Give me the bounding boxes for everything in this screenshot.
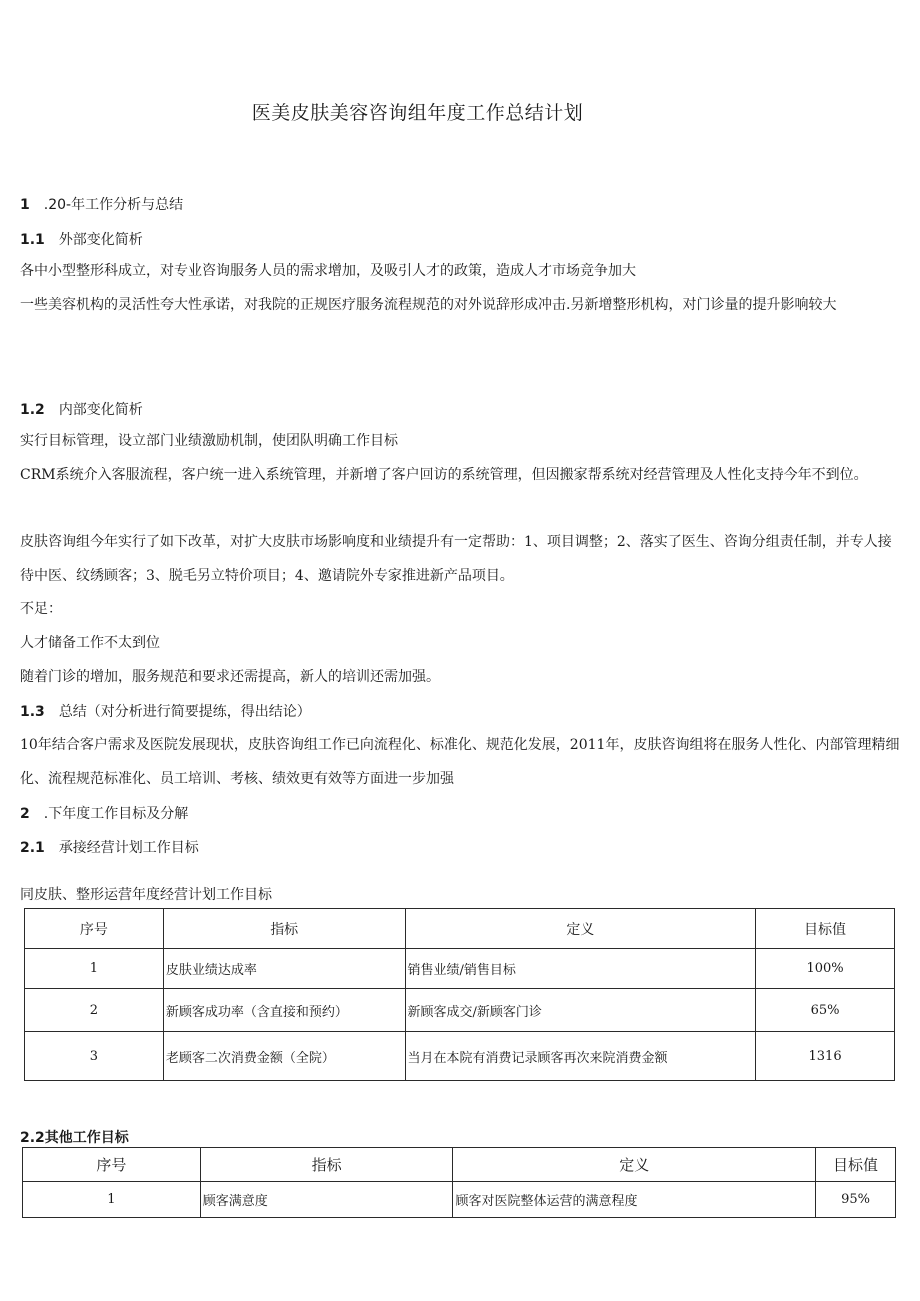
header-cell: 目标值 bbox=[816, 1148, 896, 1182]
table-cell: 新顾客成功率（含直接和预约） bbox=[163, 989, 405, 1032]
table-cell: 2 bbox=[25, 989, 164, 1032]
paragraph: 皮肤咨询组今年实行了如下改革，对扩大皮肤市场影响度和业绩提升有一定帮助：1、项目调整；2、落实了医生、咨询分组责任制，并专人接待中医、纹绣顾客；3、脱毛另立特价项目；4、邀请院外专家推进新产品项目。 bbox=[20, 534, 892, 584]
header-cell: 序号 bbox=[23, 1148, 201, 1182]
table-cell: 95% bbox=[816, 1182, 896, 1218]
header-cell: 定义 bbox=[453, 1148, 816, 1182]
document-title: 医美皮肤美容咨询组年度工作总结计划 bbox=[251, 102, 584, 124]
section-label: 承接经营计划工作目标 bbox=[58, 840, 199, 856]
table-cell: 老顾客二次消费金额（全院） bbox=[163, 1032, 405, 1081]
table-cell: 1 bbox=[25, 949, 164, 989]
section-1-3-heading bbox=[20, 701, 311, 721]
table-cell: 1316 bbox=[756, 1032, 895, 1081]
table-row bbox=[25, 1032, 895, 1081]
table-cell: 65% bbox=[756, 989, 895, 1032]
header-cell: 定义 bbox=[405, 909, 756, 949]
header-cell: 目标值 bbox=[756, 909, 895, 949]
paragraph: CRM系统介入客服流程，客户统一进入系统管理，并新增了客户回访的系统管理，但因搬家帮系统对经营管理及人性化支持今年不到位。 bbox=[20, 467, 868, 483]
table-cell: 1 bbox=[23, 1182, 201, 1218]
targets-table bbox=[24, 908, 895, 1081]
table-cell: 当月在本院有消费记录顾客再次来院消费金额 bbox=[405, 1032, 756, 1081]
header-cell: 指标 bbox=[163, 909, 405, 949]
table-header-row bbox=[23, 1148, 896, 1182]
section-number: 2 bbox=[20, 806, 30, 822]
section-label: 外部变化简析 bbox=[58, 232, 143, 248]
paragraph: 随着门诊的增加，服务规范和要求还需提高，新人的培训还需加强。 bbox=[20, 669, 440, 685]
table-cell: 销售业绩/销售目标 bbox=[405, 949, 756, 989]
section-2-2-heading: 2.2其他工作目标 bbox=[20, 1130, 129, 1146]
paragraph: 10年结合客户需求及医院发展现状，皮肤咨询组工作已向流程化、标准化、规范化发展，2011年，皮肤咨询组将在服务人性化、内部管理精细化、流程规范标准化、员工培训、考核、绩效更有效等方面进一步加强 bbox=[20, 737, 900, 787]
section-number: 2.1 bbox=[20, 840, 45, 856]
other-targets-table bbox=[22, 1147, 896, 1218]
section-1-heading bbox=[20, 194, 183, 214]
section-1-2-heading bbox=[20, 399, 143, 419]
section-number: 1 bbox=[20, 197, 30, 213]
section-label: .下年度工作目标及分解 bbox=[43, 806, 189, 822]
section-label: 总结（对分析进行简要提练，得出结论） bbox=[58, 704, 311, 720]
header-cell: 序号 bbox=[25, 909, 164, 949]
table-cell: 3 bbox=[25, 1032, 164, 1081]
table-caption: 同皮肤、整形运营年度经营计划工作目标 bbox=[20, 887, 272, 903]
table-row bbox=[25, 989, 895, 1032]
paragraph: 一些美容机构的灵活性夸大性承诺，对我院的正规医疗服务流程规范的对外说辞形成冲击.另新增整形机构，对门诊量的提升影响较大 bbox=[20, 297, 837, 313]
table-cell: 皮肤业绩达成率 bbox=[163, 949, 405, 989]
header-cell: 指标 bbox=[200, 1148, 453, 1182]
paragraph: 人才储备工作不太到位 bbox=[20, 635, 160, 651]
section-number: 1.1 bbox=[20, 232, 45, 248]
table-cell: 顾客对医院整体运营的满意程度 bbox=[453, 1182, 816, 1218]
section-number: 1.3 bbox=[20, 704, 45, 720]
table-row bbox=[23, 1182, 896, 1218]
table-cell: 顾客满意度 bbox=[200, 1182, 453, 1218]
table-cell: 新顾客成交/新顾客门诊 bbox=[405, 989, 756, 1032]
table-header-row bbox=[25, 909, 895, 949]
table-cell: 100% bbox=[756, 949, 895, 989]
section-label: .20-年工作分析与总结 bbox=[43, 197, 184, 213]
section-1-1-heading bbox=[20, 229, 143, 249]
section-number: 1.2 bbox=[20, 402, 45, 418]
section-2-1-heading bbox=[20, 837, 199, 857]
section-label: 内部变化简析 bbox=[58, 402, 143, 418]
paragraph: 各中小型整形科成立，对专业咨询服务人员的需求增加，及吸引人才的政策，造成人才市场竞争加大 bbox=[20, 263, 636, 279]
table-row bbox=[25, 949, 895, 989]
paragraph: 不足： bbox=[20, 601, 62, 617]
section-2-heading bbox=[20, 803, 188, 823]
paragraph: 实行目标管理，设立部门业绩激励机制，使团队明确工作目标 bbox=[20, 433, 398, 449]
